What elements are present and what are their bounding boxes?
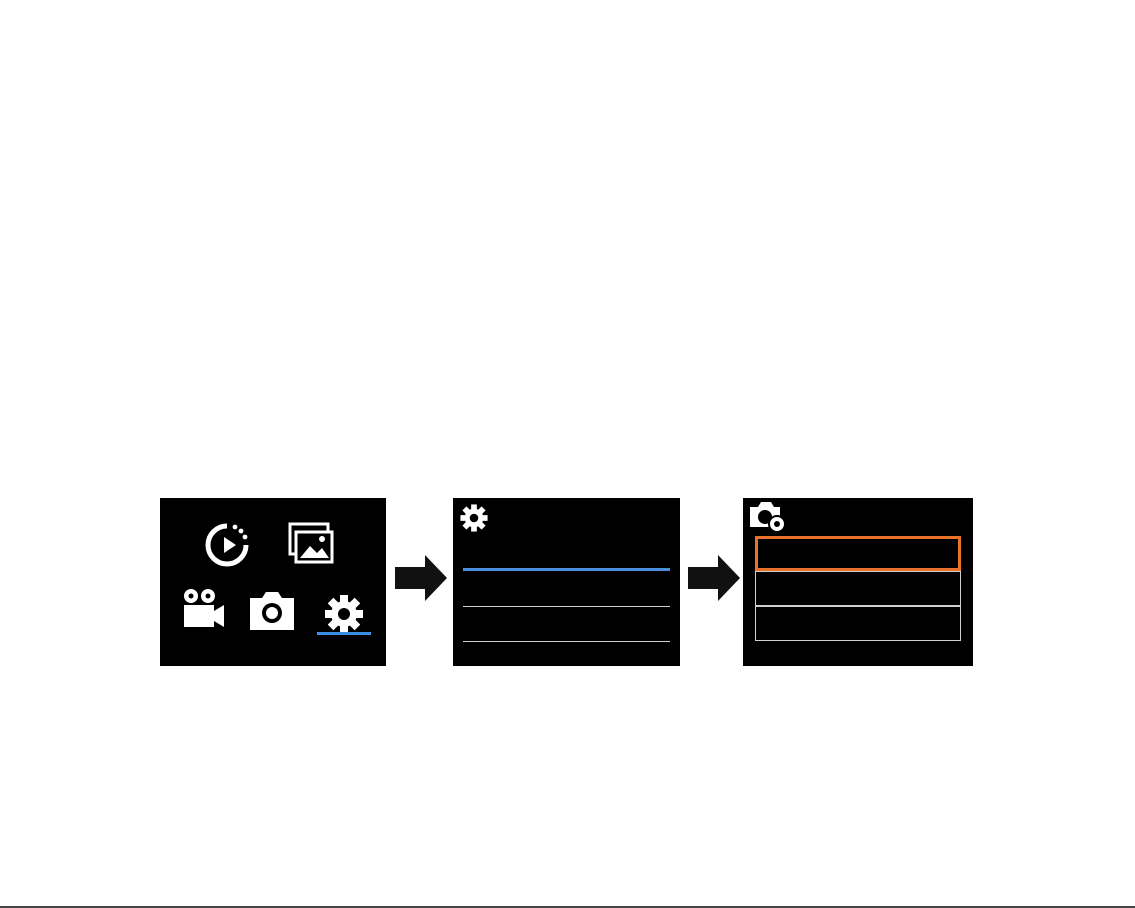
timelapse-icon: [202, 520, 252, 570]
option-60hz[interactable]: [755, 571, 961, 606]
camera-settings-icon: [748, 501, 788, 533]
video-camera-icon: [180, 586, 226, 632]
photo-camera-icon: [246, 590, 298, 632]
menu-item-sound[interactable]: [463, 572, 670, 607]
gear-icon[interactable]: [323, 593, 365, 635]
option-empty: [755, 606, 961, 641]
gear-icon: [459, 503, 489, 533]
gallery-icon: [286, 522, 336, 566]
settings-header: [453, 498, 680, 536]
frequency-option-screen: [743, 498, 973, 666]
system-settings-screen: [453, 498, 680, 666]
option-50hz[interactable]: [755, 536, 961, 571]
frequency-header: [743, 498, 973, 536]
menu-item-ae-meter[interactable]: [463, 607, 670, 642]
menu-item-frequency[interactable]: [463, 536, 670, 571]
arrow-right-icon: [688, 555, 740, 601]
selected-mode-underline: [317, 632, 371, 635]
system-setting-mode-screen: [160, 498, 386, 666]
arrow-right-icon: [395, 555, 447, 601]
